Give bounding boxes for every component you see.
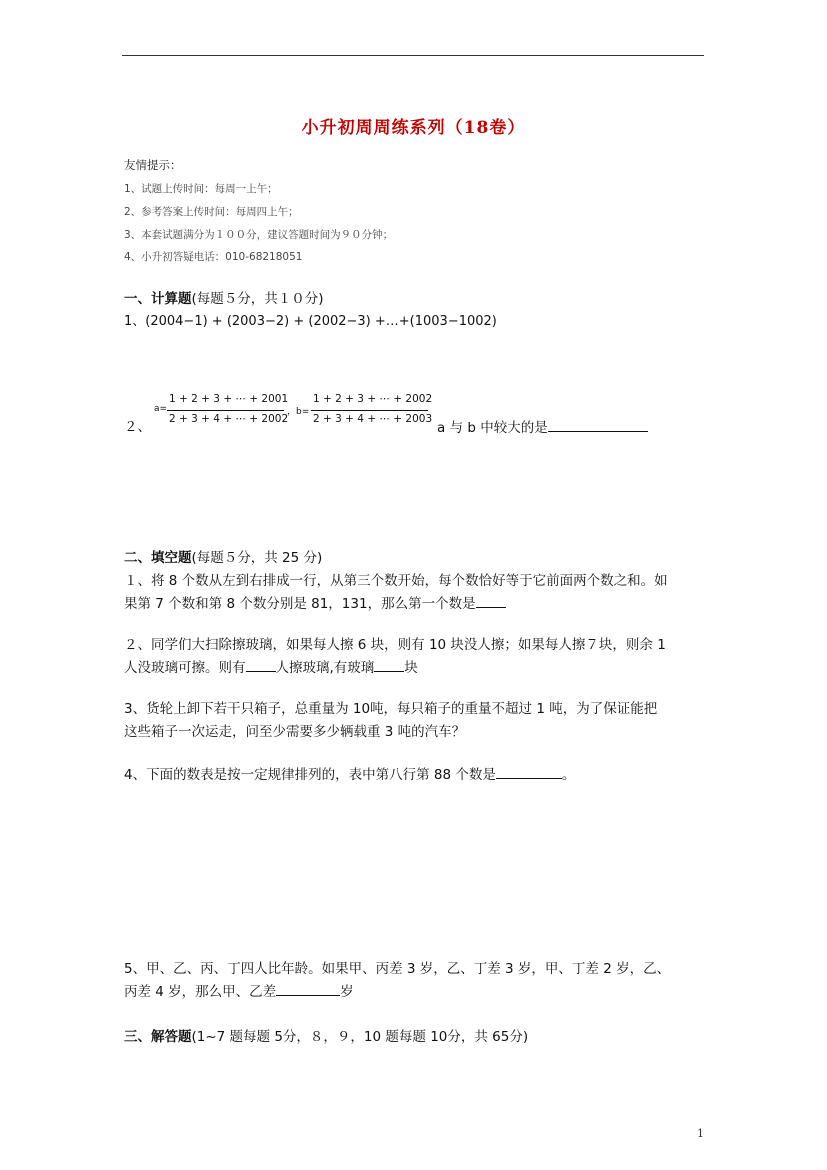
section-1-note: (每题５分，共１０分) xyxy=(191,291,324,307)
fraction-b xyxy=(311,393,433,433)
section-2-question-3-line-1: 3、货轮上卸下若干只箱子，总重量为 10吨，每只箱子的重量不超过 1 吨，为了保证能把 xyxy=(124,701,658,717)
fraction-a-denominator: 2 + 3 + 4 + ⋯ + 2002 xyxy=(169,413,289,425)
section-1-heading xyxy=(124,287,324,307)
section-2-question-1-line-2 xyxy=(124,592,506,612)
section-2-question-3-line-2: 这些箱子一次运走，问至少需要多少辆载重 3 吨的汽车？ xyxy=(124,724,466,740)
question-2-line-2a: 人没玻璃可擦。则有 xyxy=(124,660,246,676)
question-4-end: 。 xyxy=(561,767,576,783)
section-2-question-5-line-1: 5、甲、乙、丙、丁四人比年龄。如果甲、丙差 3 岁，乙、丁差 3 岁，甲、丁差 2 岁，乙、 xyxy=(124,961,671,977)
section-1-question-2-suffix xyxy=(437,416,648,436)
tip-item: 2、参考答案上传时间：每周四上午； xyxy=(124,206,299,218)
fraction-b-denominator: 2 + 3 + 4 + ⋯ + 2003 xyxy=(313,413,433,425)
section-2-question-4 xyxy=(124,763,575,783)
section-3-title: 三、解答题 xyxy=(124,1029,192,1045)
answer-blank[interactable] xyxy=(496,766,562,779)
section-2-title: 二、填空题 xyxy=(124,550,192,566)
tip-item: 3、本套试题满分为１００分，建议答题时间为９０分钟； xyxy=(124,229,394,241)
page-title: 小升初周周练系列（18卷） xyxy=(301,118,526,138)
section-3-note: (1~7 题每题 5分，８，９，10 题每题 10分，共 65分) xyxy=(191,1029,529,1045)
answer-blank[interactable] xyxy=(476,595,506,608)
question-2-suffix-text: a 与 b 中较大的是 xyxy=(437,420,548,436)
tips-heading: 友情提示： xyxy=(124,158,182,172)
question-5-line-2a: 丙差 4 岁，那么甲、乙差 xyxy=(124,984,277,1000)
answer-blank[interactable] xyxy=(548,419,648,432)
fraction-b-label: ，b= xyxy=(287,407,310,417)
fraction-b-bar xyxy=(311,410,428,411)
section-2-question-2-line-1: ２、同学们大扫除擦玻璃，如果每人擦 6 块，则有 10 块没人擦；如果每人擦７块，则余 1 xyxy=(124,637,666,653)
section-2-question-2-line-2 xyxy=(124,656,418,676)
question-4-text: 4、下面的数表是按一定规律排列的，表中第八行第 88 个数是 xyxy=(124,767,496,783)
answer-blank[interactable] xyxy=(246,659,276,672)
section-2-heading xyxy=(124,546,322,566)
fraction-a-label: a= xyxy=(154,404,168,414)
question-2-line-2c: 块 xyxy=(404,660,418,676)
tip-item: 4、小升初答疑电话：010-68218051 xyxy=(124,251,303,263)
fraction-a-bar xyxy=(167,410,284,411)
section-2-note: (每题５分，共 25 分) xyxy=(191,550,323,566)
question-2-line-2b: 人擦玻璃,有玻璃 xyxy=(275,660,375,676)
section-1-title: 一、计算题 xyxy=(124,291,192,307)
fraction-b-numerator: 1 + 2 + 3 + ⋯ + 2002 xyxy=(313,393,433,405)
section-1-question-2-prefix: ２、 xyxy=(124,419,151,435)
question-5-line-2b: 岁 xyxy=(340,984,354,1000)
question-1-line-2-text: 果第 7 个数和第 8 个数分别是 81，131，那么第一个数是 xyxy=(124,596,476,612)
section-3-heading xyxy=(124,1025,528,1045)
section-1-question-1: 1、(2004−1) + (2003−2) + (2002−3) +…+(1003−1002) xyxy=(124,314,497,329)
tip-item: 1、试题上传时间：每周一上午； xyxy=(124,183,278,195)
answer-blank[interactable] xyxy=(374,659,404,672)
fraction-a xyxy=(167,393,289,433)
section-2-question-5-line-2 xyxy=(124,980,354,1000)
section-2-question-1-line-1: １、将 8 个数从左到右排成一行，从第三个数开始，每个数恰好等于它前面两个数之和。如 xyxy=(124,573,668,589)
answer-blank[interactable] xyxy=(276,983,340,996)
fraction-a-numerator: 1 + 2 + 3 + ⋯ + 2001 xyxy=(169,393,289,405)
header-rule xyxy=(122,55,704,56)
page-number: 1 xyxy=(697,1127,704,1140)
